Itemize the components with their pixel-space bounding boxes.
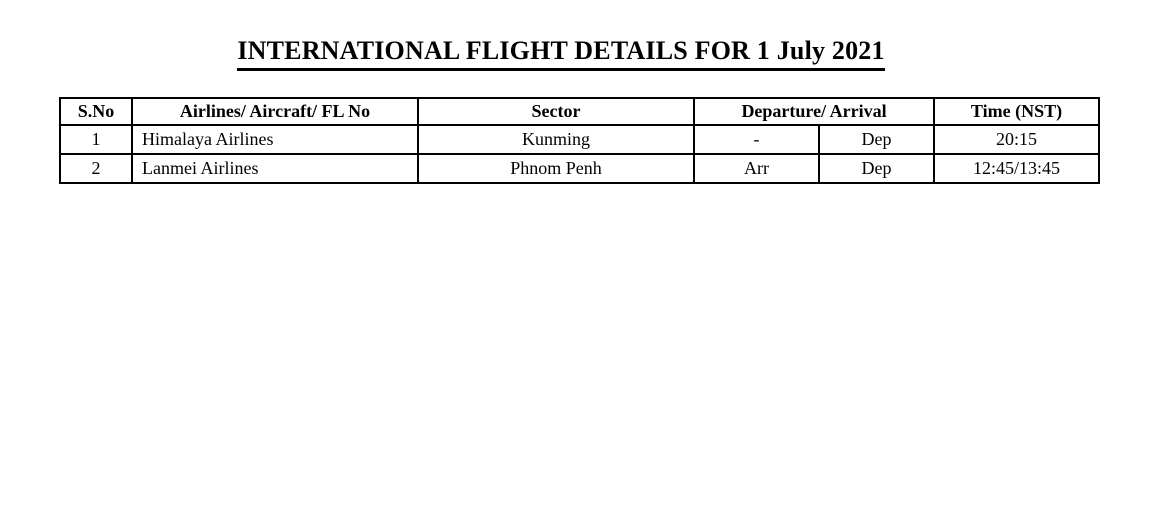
table-row: [60, 154, 1099, 183]
cell-arrival: Arr: [694, 154, 819, 183]
page-title: INTERNATIONAL FLIGHT DETAILS FOR 1 July 2021: [237, 36, 884, 71]
cell-airlines: Himalaya Airlines: [132, 125, 418, 154]
table-body: [60, 125, 1099, 183]
cell-sno: 1: [60, 125, 132, 154]
table-row: [60, 125, 1099, 154]
header-time: Time (NST): [934, 98, 1099, 125]
cell-sector: Kunming: [418, 125, 694, 154]
cell-sno: 2: [60, 154, 132, 183]
cell-arrival: -: [694, 125, 819, 154]
header-row: [60, 98, 1099, 125]
header-airlines: Airlines/ Aircraft/ FL No: [132, 98, 418, 125]
table-header: [60, 98, 1099, 125]
header-sector: Sector: [418, 98, 694, 125]
cell-time: 20:15: [934, 125, 1099, 154]
cell-time: 12:45/13:45: [934, 154, 1099, 183]
flight-details-table: [59, 97, 1100, 184]
header-departure-arrival: Departure/ Arrival: [694, 98, 934, 125]
title-container: [0, 36, 1122, 71]
cell-departure: Dep: [819, 125, 934, 154]
header-sno: S.No: [60, 98, 132, 125]
cell-sector: Phnom Penh: [418, 154, 694, 183]
cell-airlines: Lanmei Airlines: [132, 154, 418, 183]
cell-departure: Dep: [819, 154, 934, 183]
